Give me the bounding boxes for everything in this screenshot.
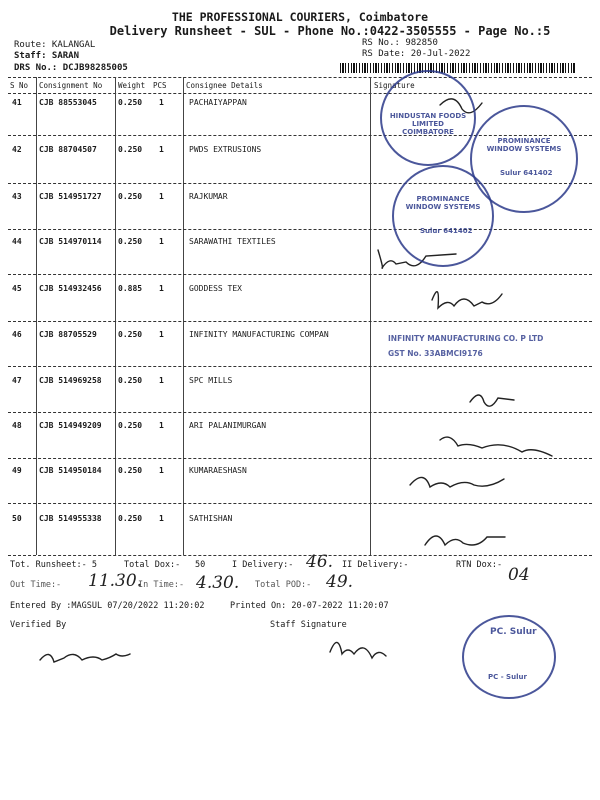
row-consignment: CJB 514955338: [39, 514, 102, 523]
staff-signature: [330, 642, 386, 658]
printed-on: Printed On: 20-07-2022 11:20:07: [230, 601, 389, 611]
row-consignee: PACHAIYAPPAN: [189, 98, 247, 107]
prominance-stamp-2: PROMINANCE WINDOW SYSTEMS Sulur 641402: [392, 165, 494, 267]
row-pcs: 1: [159, 376, 164, 385]
row-consignment: CJB 88553045: [39, 98, 97, 107]
row-pcs: 1: [159, 98, 164, 107]
row-consignment: CJB 514970114: [39, 237, 102, 246]
row-consignee: PWDS EXTRUSIONS: [189, 145, 262, 154]
prominance-stamp-1: PROMINANCE WINDOW SYSTEMS Sulur 641402: [470, 105, 578, 213]
row-consignment: CJB 514951727: [39, 192, 102, 201]
signature-row-45: [432, 292, 502, 308]
row-weight: 0.250: [118, 514, 143, 523]
row-sno: 49: [12, 466, 22, 475]
signature-row-48: [440, 437, 552, 456]
entered-by: Entered By :MAGSUL 07/20/2022 11:20:02: [10, 601, 205, 611]
row-sno: 45: [12, 284, 22, 293]
rtn-dox-value: 04: [508, 565, 530, 585]
row-pcs: 1: [159, 192, 164, 201]
row-consignment: CJB 88704507: [39, 145, 97, 154]
row-consignment: CJB 514932456: [39, 284, 102, 293]
company-title: THE PROFESSIONAL COURIERS, Coimbatore: [171, 10, 429, 24]
ii-delivery-label: II Delivery:-: [342, 560, 409, 570]
total-pod-label: Total POD:-: [255, 580, 312, 590]
row-sno: 50: [12, 514, 22, 523]
row-weight: 0.250: [118, 421, 143, 430]
row-consignment: CJB 88705529: [39, 330, 97, 339]
row-pcs: 1: [159, 514, 164, 523]
out-time-value: 11.30.: [88, 571, 143, 591]
row-weight: 0.250: [118, 466, 143, 475]
rtn-dox-label: RTN Dox:-: [456, 560, 503, 570]
row-sno: 48: [12, 421, 22, 430]
row-consignment: CJB 514949209: [39, 421, 102, 430]
col-header-weight: Weight: [118, 81, 146, 90]
verifier-signature: [40, 654, 130, 662]
verified-by-label: Verified By: [10, 620, 67, 630]
i-delivery-value: 46.: [306, 552, 334, 572]
rs-number: RS No.: 982850: [362, 38, 438, 48]
row-consignee: SARAWATHI TEXTILES: [189, 237, 276, 246]
out-time-label: Out Time:-: [10, 580, 62, 590]
row-weight: 0.250: [118, 145, 143, 154]
row-weight: 0.250: [118, 376, 143, 385]
row-sno: 47: [12, 376, 22, 385]
signature-row-50: [425, 536, 505, 545]
col-header-consignment: Consignment No: [39, 81, 103, 90]
staff: Staff: SARAN: [14, 51, 80, 61]
in-time-label: In Time:-: [138, 580, 185, 590]
infinity-stamp: INFINITY MANUFACTURING CO. P LTD GST No. 33ABMCI9176: [388, 334, 544, 358]
col-header-sno: S No: [10, 81, 29, 90]
row-sno: 42: [12, 145, 22, 154]
row-weight: 0.250: [118, 330, 143, 339]
row-consignment: CJB 514950184: [39, 466, 102, 475]
row-pcs: 1: [159, 421, 164, 430]
tot-runsheet: Tot. Runsheet:- 5: [10, 560, 97, 570]
row-pcs: 1: [159, 330, 164, 339]
col-header-signature: Signature: [374, 81, 415, 90]
col-header-consignee: Consignee Details: [186, 81, 263, 90]
row-pcs: 1: [159, 145, 164, 154]
row-consignee: ARI PALANIMURGAN: [189, 421, 267, 430]
row-consignee: KUMARAESHASN: [189, 466, 247, 475]
row-pcs: 1: [159, 284, 164, 293]
signature-row-49: [410, 477, 504, 487]
row-sno: 44: [12, 237, 22, 246]
rs-date: RS Date: 20-Jul-2022: [362, 49, 471, 59]
runsheet-title: Delivery Runsheet - SUL - Phone No.:0422-3505555 - Page No.:5: [109, 24, 551, 38]
col-header-pcs: PCS: [153, 81, 167, 90]
row-weight: 0.250: [118, 98, 143, 107]
total-dox-value: 50: [195, 560, 206, 570]
row-consignee: SATHISHAN: [189, 514, 233, 523]
i-delivery-label: I Delivery:-: [232, 560, 294, 570]
drs-number: DRS No.: DCJB98285005: [14, 63, 128, 73]
row-weight: 0.250: [118, 237, 143, 246]
row-consignee: SPC MILLS: [189, 376, 233, 385]
row-consignee: RAJKUMAR: [189, 192, 228, 201]
row-consignee: GODDESS TEX: [189, 284, 242, 293]
pc-sulur-stamp: PC. Sulur PC - Sulur: [462, 615, 556, 699]
row-weight: 0.250: [118, 192, 143, 201]
row-sno: 46: [12, 330, 22, 339]
staff-signature-label: Staff Signature: [270, 620, 347, 630]
in-time-value: 4.30.: [196, 573, 240, 593]
total-pod-value: 49.: [326, 572, 354, 592]
row-sno: 41: [12, 98, 22, 107]
row-consignee: INFINITY MANUFACTURING COMPAN: [189, 330, 329, 339]
row-consignment: CJB 514969258: [39, 376, 102, 385]
row-sno: 43: [12, 192, 22, 201]
route: Route: KALANGAL: [14, 40, 96, 50]
hindustan-foods-stamp: HINDUSTAN FOODS LIMITED COIMBATORE: [380, 70, 476, 166]
row-pcs: 1: [159, 237, 164, 246]
row-weight: 0.885: [118, 284, 143, 293]
row-pcs: 1: [159, 466, 164, 475]
signature-row-47: [470, 395, 514, 406]
total-dox-label: Total Dox:-: [124, 560, 181, 570]
